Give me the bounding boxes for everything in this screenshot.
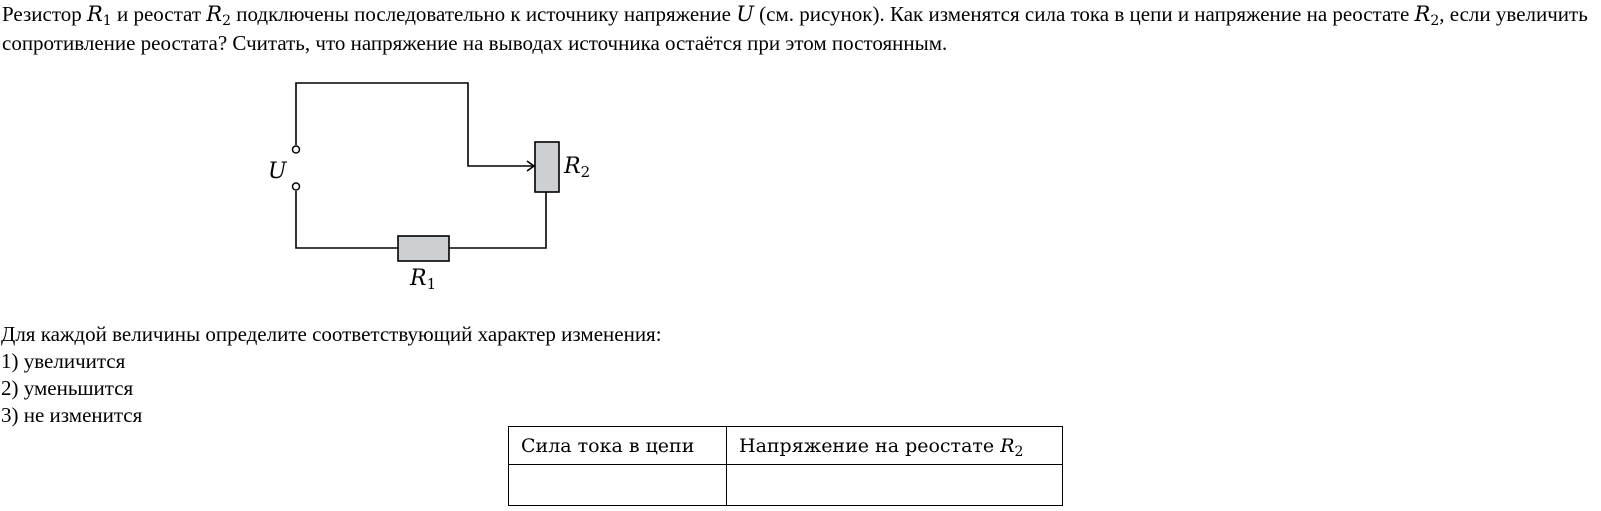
header-current: Сила тока в цепи <box>509 427 727 465</box>
answer-table <box>508 426 1063 506</box>
problem-text-part5: , если увеличить сопротивление реостата? Считать, что напряжение на выводах источника остаётся при этом постоянным. <box>2 2 1588 55</box>
terminal-bottom-icon <box>293 183 300 190</box>
bottom-right-wire <box>449 192 546 248</box>
r2-symbol: $R_2$ <box>206 2 231 29</box>
header-voltage-rheostat: Напряжение на реостате $R_2$ <box>727 427 1063 465</box>
bottom-left-wire <box>296 191 398 248</box>
u-symbol: U <box>736 2 754 26</box>
answer-cell-current[interactable] <box>509 465 727 506</box>
answer-table-header-row <box>509 427 1063 465</box>
r2-label: R2 <box>564 154 591 181</box>
r2-symbol-second: $R_2$ <box>1414 2 1440 29</box>
option-item: 2) уменьшится <box>1 376 134 400</box>
problem-text-part2: и реостат <box>111 2 207 26</box>
problem-text-part1: Резистор <box>2 2 87 26</box>
options-block <box>1 321 662 429</box>
circuit-diagram <box>250 70 610 300</box>
top-wire <box>296 83 533 166</box>
option-item: 3) не изменится <box>1 403 143 427</box>
r1-label: R1 <box>410 266 437 293</box>
answer-table-input-row <box>509 465 1063 506</box>
r1-symbol: $R_1$ <box>86 2 112 29</box>
terminal-top-icon <box>293 146 300 153</box>
u-label: U <box>268 159 287 184</box>
option-item: 1) увеличится <box>1 349 126 373</box>
options-prompt: Для каждой величины определите соответствующий характер изменения: <box>1 322 662 346</box>
rheostat-r2 <box>535 142 559 192</box>
problem-statement <box>2 0 1592 58</box>
problem-text-part3: подключены последовательно к источнику напряжение <box>231 2 737 26</box>
answer-cell-voltage[interactable] <box>727 465 1063 506</box>
problem-text-part4: (см. рисунок). Как изменятся сила тока в цепи и напряжение на реостате <box>753 2 1415 26</box>
resistor-r1 <box>398 236 449 261</box>
